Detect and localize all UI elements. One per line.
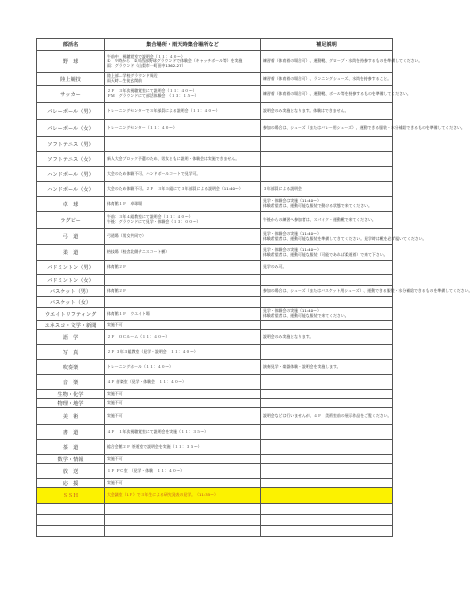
cell-note [261,197,393,212]
cell-place [105,51,261,73]
table-row [37,455,393,464]
place-text: 実施不可 [107,455,123,461]
cell-place [105,297,261,308]
header-club: 部活名 [37,39,105,51]
place-text: 体育館２Ｆ [107,287,127,293]
cell-place [105,212,261,229]
place-text: トレーニングセンター（１１：４０～） [107,124,177,130]
cell-place [105,515,261,526]
note-text: 説明会などは行いませんが、４Ｆ 美術室前の展示作品をご覧ください。 [263,412,392,418]
note-text: 見学・体験会の実施（11:40～） [263,230,321,236]
club-name: 柔 道 [37,245,105,261]
cell-note [261,440,393,455]
table-row [37,182,393,197]
table-row [37,504,393,515]
table-row [37,488,393,504]
table-row [37,229,393,245]
cell-note [261,330,393,345]
cell-place [105,167,261,182]
place-text: ① ９時から ②川西部野球グラウンドで体験会（キャッチボール等）を実施 [107,58,243,64]
club-info-table [36,38,472,537]
table-header-row [37,39,393,51]
club-name: ハンドボール（男） [37,167,105,182]
cell-note [261,455,393,464]
place-text: 体育館１Ｆ 卓球場 [107,200,143,206]
note-text: 体験希望者は、運動可能な服装で動ける状態で来てください。 [263,203,372,208]
note-text: 参加の場合は、シューズ（またはバレー用シューズ）、運動できる服装・水分補給できるものを準備してください。 [263,124,465,130]
club-name: 茶 道 [37,440,105,455]
club-name: 卓 球 [37,197,105,212]
place-text: 陸上部…学校グラウンド周辺 [107,73,158,79]
club-name: ウエイトリフティング [37,308,105,321]
table-row [37,73,393,86]
table-row [37,425,393,440]
cell-note [261,425,393,440]
place-text: 実施不可 [107,399,123,405]
club-name: 美 術 [37,408,105,425]
place-text: 体育館２Ｆ [107,264,127,270]
club-name: 音 楽 [37,375,105,390]
club-name [37,526,105,537]
place-text: ２Ｆ ３年３組教室（見学・説明会 １１：４０～） [107,348,198,354]
place-text: 総合会館２Ｆ 茶道室で説明会を実施（１１：３５～） [107,443,202,449]
cell-note [261,167,393,182]
club-name: バレーボール（女） [37,120,105,137]
note-text: 練習着（体育着の場合可）、運動靴、グローブ・水筒を持参するものを準備してください。 [263,58,423,64]
table-row [37,167,393,182]
cell-note [261,321,393,330]
club-name: ソフトテニス（男） [37,137,105,152]
header-note: 補足説明 [261,39,393,51]
cell-place [105,488,261,504]
table-row [37,330,393,345]
place-text: 雨天時…生徒玄関前 [107,78,143,83]
place-text: ２Ｆ ＯＣルーム（１１：４０～） [107,333,170,339]
cell-note [261,345,393,360]
club-name: ハンドボール（女） [37,182,105,197]
cell-note [261,120,465,137]
cell-note [261,275,393,286]
place-text: ４Ｆ 音楽室（見学・体験会 １１：４０～） [107,378,187,384]
cell-place [105,229,261,245]
table-row [37,261,393,275]
cell-note [261,515,393,526]
cell-note [261,399,393,408]
cell-place [105,152,261,167]
club-name: バレーボール（男） [37,103,105,120]
cell-place [105,137,261,152]
note-text: 演奏見学・楽器体験・説明会を実施します。 [263,363,341,369]
table-row [37,297,393,308]
header-place: 集合場所・雨天時集合場所など [105,39,261,51]
cell-place [105,408,261,425]
table-row [37,408,393,425]
place-text: 格技場（校舎北側テニスコート横） [107,249,170,255]
cell-note [261,286,472,297]
cell-note [261,408,393,425]
club-name [37,504,105,515]
cell-note [261,488,393,504]
note-text: 体験希望者は、運動可能な服装（可能であれば柔道着）で来て下さい。 [263,251,388,257]
place-text: トレーニングホール（１１：４０～） [107,363,173,369]
cell-place [105,455,261,464]
cell-place [105,286,261,297]
cell-place [105,526,261,537]
cell-place [105,86,261,103]
place-text: 雨：グラウンド（山梨市一町田中1362-27） [107,62,186,68]
table-row [37,197,393,212]
club-name: 弓 道 [37,229,105,245]
cell-note [261,261,393,275]
cell-note [261,464,393,479]
club-name: 吹奏楽 [37,360,105,375]
note-text: 練習着（体育着の場合可）、ランニングシューズ、水筒を持参すること。 [263,75,392,81]
place-text: ４Ｆ １年次視聴覚室にて説明会を実施（１１：３５～） [107,428,209,434]
table-row [37,103,393,120]
place-text: ＰＭ グラウンドにて部活体験会 （１３：１５～） [107,93,199,98]
place-text: 新人大会ブロック予選のため、男女ともに説明・体験会は実施できません。 [107,155,240,161]
cell-note [261,526,393,537]
cell-place [105,504,261,515]
cell-place [105,390,261,399]
table-row [37,152,393,167]
place-text: 午後：グラウンドにて見学・体験会（１３：００～） [107,219,201,224]
club-name: 陸上競技 [37,73,105,86]
table-row [37,275,393,286]
table-row [37,212,393,229]
place-text: 午前：３年４組教室にて説明会（１１：４０～） [107,214,193,220]
place-text: 体育館１Ｆ ウエイト場 [107,310,150,316]
cell-place [105,345,261,360]
club-name: ソフトテニス（女） [37,152,105,167]
table-row [37,51,393,73]
note-text: 午後からの練習へ参加者は、スパイク・運動靴で来てください。 [263,216,376,222]
cell-note [261,360,393,375]
place-text: 大会のため体験不可。２Ｆ ３年５組にて３年部員による説明会（11:40～） [107,185,243,191]
club-name: 生物・化学 [37,390,105,399]
table-row [37,526,393,537]
note-text: 見学・体験会の実施（11:40～） [263,308,321,314]
cell-note [261,152,393,167]
cell-place [105,120,261,137]
cell-place [105,464,261,479]
club-name: 語 学 [37,330,105,345]
table-row [37,360,393,375]
club-name: バスケット（女） [37,297,105,308]
table-row [37,440,393,455]
note-text: 見学・体験会は実施（11:40～） [263,198,321,204]
cell-place [105,245,261,261]
cell-note [261,137,393,152]
table-row [37,308,393,321]
club-name: ユネスコ・文学・新聞 [37,321,105,330]
club-name: 書 道 [37,425,105,440]
table-row [37,464,393,479]
place-text: 弓道場（男女共同で） [107,233,146,239]
club-name: バスケット（男） [37,286,105,297]
place-text: 実施不可 [107,479,123,485]
place-text: １Ｆ ＰＣ室 （見学・体験 １１：４０～） [107,467,185,473]
table-row [37,286,393,297]
cell-place [105,103,261,120]
cell-place [105,275,261,286]
cell-note [261,308,393,321]
cell-place [105,360,261,375]
table-row [37,245,393,261]
place-text: 午前中 視聴覚室で説明会（１１：４０～） [107,53,185,59]
note-text: 見学のみ可。 [263,264,287,270]
cell-place [105,425,261,440]
place-text: トレーニングセンターで３年部員による説明会（１１：４０～） [107,107,220,113]
cell-note [261,245,393,261]
table-row [37,399,393,408]
club-name: 放 送 [37,464,105,479]
cell-note [261,375,393,390]
note-text: 練習着（体育着の場合可）、運動靴、ボール等を持参するものを準備してください。 [263,90,411,96]
place-text: 実施不可 [107,390,123,396]
club-name: ラグビー [37,212,105,229]
cell-note [261,297,393,308]
table-row [37,479,393,488]
note-text: ３年部員による説明会 [263,185,302,191]
table-row [37,137,393,152]
cell-note [261,86,411,103]
cell-note [261,229,427,245]
cell-place [105,197,261,212]
cell-place [105,261,261,275]
club-name: ＳＳＨ [37,488,105,504]
club-name: 物理・地学 [37,399,105,408]
table-row [37,390,393,399]
note-text: 体験希望者は、運動可能な服装を準備してきてください。見学時は靴を必ず履いてください。 [263,235,427,241]
note-text: 体験希望者は、運動可能な服装で来てください。 [263,313,349,318]
place-text: 実施不可 [107,321,123,327]
club-name: 応 援 [37,479,105,488]
table-row [37,515,393,526]
table-row [37,345,393,360]
club-name: バドミントン（女） [37,275,105,286]
club-name: サッカー [37,86,105,103]
place-text: 実施不可 [107,412,123,418]
cell-place [105,479,261,488]
cell-place [105,321,261,330]
table-row [37,120,393,137]
cell-note [261,212,393,229]
club-name: バドミントン（男） [37,261,105,275]
note-text: 参加の場合は、シューズ（またはバスケット用シューズ）、運動できる服装・水分補給できるものを準備してください。 [263,287,472,293]
place-text: 大会議室（1Ｆ）で３年生による研究発表の見学。（11:35～） [107,492,218,498]
cell-place [105,308,261,321]
cell-place [105,182,261,197]
table-row [37,375,393,390]
cell-note [261,73,393,86]
club-name [37,515,105,526]
note-text: 説明会のみ実施となります。体験はできません。 [263,107,349,113]
place-text: 大会のため体験不可、ハンドボールコートで見学可。 [107,170,201,176]
table-body [37,51,472,537]
place-text: ２Ｆ ３年次視聴覚室にて説明会（１１：４０～） [107,88,197,94]
cell-place [105,440,261,455]
note-text: 見学・体験会の実施（11:40～） [263,246,321,252]
cell-note [261,182,393,197]
cell-place [105,330,261,345]
cell-note [261,504,393,515]
cell-note [261,51,423,73]
club-name: 数学・情報 [37,455,105,464]
cell-place [105,399,261,408]
cell-note [261,479,393,488]
club-name: 野 球 [37,51,105,73]
cell-note [261,103,393,120]
club-name: 写 真 [37,345,105,360]
cell-note [261,390,393,399]
table-row [37,321,393,330]
table-row [37,86,393,103]
note-text: 説明会のみ実施となります。 [263,333,314,339]
cell-place [105,375,261,390]
cell-place [105,73,261,86]
